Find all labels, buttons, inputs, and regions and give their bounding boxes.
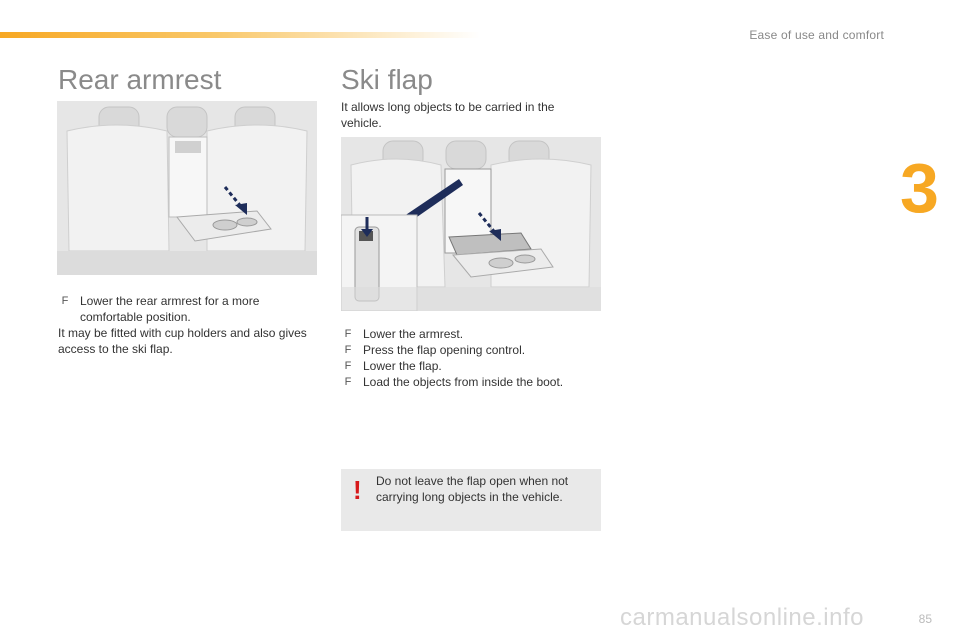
skiflap-step: F Lower the armrest. [341, 326, 601, 342]
skiflap-step: F Press the flap opening control. [341, 342, 601, 358]
section-title: Ease of use and comfort [749, 28, 884, 42]
skiflap-step: F Load the objects from inside the boot. [341, 374, 601, 390]
armrest-bullet: F Lower the rear armrest for a more comfortable position. [58, 293, 316, 325]
armrest-instruction [58, 293, 316, 357]
bullet-marker: F [344, 344, 352, 356]
skiflap-intro: It allows long objects to be carried in the vehicle. [341, 100, 555, 130]
bullet-marker: F [344, 376, 352, 388]
bullet-marker: F [344, 328, 352, 340]
warning-text: Do not leave the flap open when not carrying long objects in the vehicle. [376, 474, 569, 504]
armrest-illustration [57, 101, 317, 275]
armrest-note: It may be fitted with cup holders and also gives access to the ski flap. [58, 326, 307, 356]
skiflap-heading: Ski flap [341, 64, 433, 95]
bullet-marker: F [344, 360, 352, 372]
bullet-marker: F [61, 295, 69, 307]
chapter-number: 3 [900, 149, 939, 227]
skiflap-illustration [341, 137, 601, 311]
watermark: carmanualsonline.info [620, 604, 864, 631]
page-number: 85 [918, 612, 932, 626]
warning-box [341, 469, 601, 531]
header-accent-bar [0, 32, 480, 38]
warning-icon: ! [353, 475, 362, 505]
armrest-heading: Rear armrest [58, 64, 222, 95]
skiflap-step: F Lower the flap. [341, 358, 601, 374]
skiflap-steps [341, 326, 601, 390]
